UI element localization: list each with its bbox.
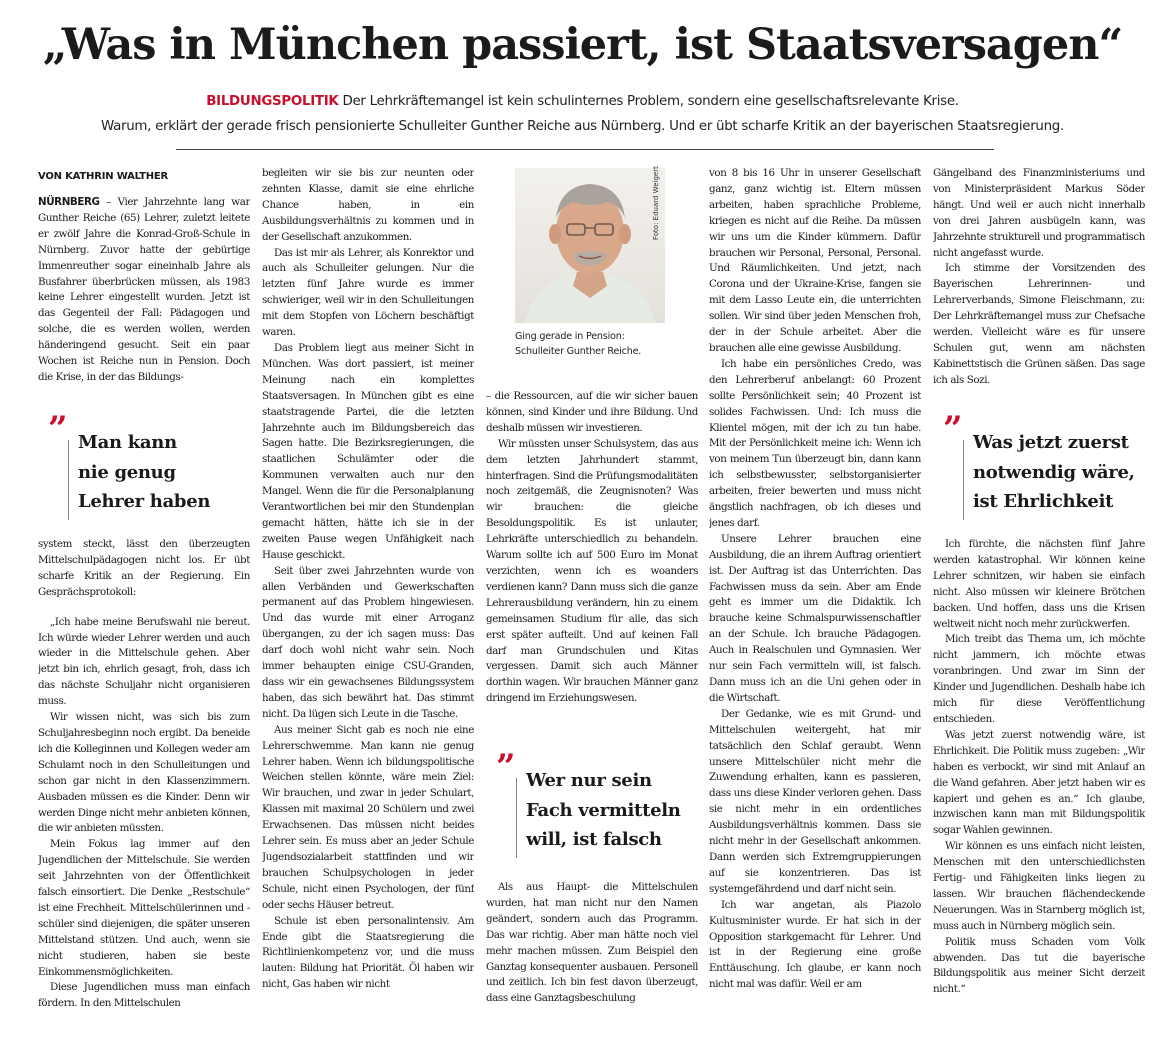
- byline: VON KATHRIN WALTHER: [38, 171, 169, 182]
- quote-mark-icon: ”: [48, 409, 68, 449]
- paragraph: Ich habe ein persönliches Credo, was den Lehrerberuf anbelangt: 60 Prozent sollte Persönlichkeit sein; 40 Prozent ist solides Fachwissen. Und: Ich muss die Klientel mögen, mit der ich zu tun habe. Mit der Persönlichkeit meine ich: Wenn ich von meinem Tun überzeugt bin, dann kann ich selbstbewusster, selbstorganisierter arbeiten, freier bewerten und muss nicht ängstlich nachfragen, ob ich dieses und jenes darf.: [709, 357, 921, 529]
- column-4: [709, 166, 921, 1060]
- section-kicker: BILDUNGSPOLITIK: [206, 94, 339, 109]
- pull-quote-text: [78, 428, 210, 517]
- paragraph: Gängelband des Finanzministeriums und von Ministerpräsident Markus Söder hängt. Und weil er auch nicht innerhalb von drei Jahren ausbügeln kann, was Jahrzehnte strukturell und programmatisch nicht angefasst wurde.: [933, 167, 1145, 259]
- paragraph: – die Ressourcen, auf die wir sicher bauen können, sind Kinder und ihre Bildung. Und deshalb müssen wir investieren.: [486, 390, 698, 434]
- dateline: NÜRNBERG: [38, 196, 100, 208]
- teaser-text-1: Der Lehrkräftemangel ist kein schulinternes Problem, sondern eine gesellschaftsrelevante Krise.: [342, 94, 959, 109]
- paragraph: Diese Jugendlichen muss man einfach fördern. In den Mittelschulen: [38, 981, 250, 1010]
- quote-bar: [963, 440, 964, 520]
- paragraph: Was jetzt zuerst notwendig wäre, ist Ehrlichkeit. Die Politik muss zugeben: „Wir haben es verbockt, wir sind mit Anlauf an die Wand gefahren. Aber jetzt haben wir es kapiert und gehen es an.“ Ich glaube, inzwischen kann man mit Bildungspolitik sogar Wahlen gewinnen.: [933, 728, 1145, 837]
- pull-quote-line: Lehrer haben: [78, 491, 211, 512]
- portrait-photo: [515, 168, 665, 323]
- quote-mark-icon: ”: [496, 747, 516, 787]
- paragraph: Der Gedanke, wie es mit Grund- und Mittelschulen weitergeht, hat mir tatsächlich den Schlaf geraubt. Wenn unsere Mittelschüler nicht mehr die Zuwendung erhalten, kann es passieren, dass uns diese Kinder verloren gehen. Dass sie nicht mehr in ein ordentliches Ausbildungsverhältnis kommen. Dass sie nicht mehr in der Gesellschaft ankommen. Dann werden sich Extremgruppierungen auf sie konzentrieren. Das ist systemgefährdend und darf nicht sein.: [709, 707, 921, 895]
- paragraph: Seit über zwei Jahrzehnten wurde von allen Verbänden und Gewerkschaften permanent auf das Problem hingewiesen. Und das wurde mit einer Arroganz übergangen, zu der ich sagen muss: Das darf doch wohl nicht wahr sein. Noch immer behaupten einige CSU-Granden, dass wir ein gewachsenes Bildungssystem haben, das sich bewährt hat. Das stimmt nicht. Da lügen sich Leute in die Tasche.: [262, 564, 474, 720]
- pull-quote-line: Wer nur sein: [526, 770, 652, 791]
- portrait-illustration: [515, 168, 665, 323]
- paragraph: Politik muss Schaden vom Volk abwenden. Das tut die bayerische Bildungspolitik aus meiner Sicht derzeit nicht.“: [933, 935, 1145, 996]
- pull-quote-line: Man kann: [78, 432, 177, 453]
- paragraph: [38, 195, 250, 386]
- column-3-bottom: [486, 880, 698, 1060]
- headline: „Was in München passiert, ist Staatsversagen“: [42, 20, 1123, 70]
- paragraph: Das ist mir als Lehrer, als Konrektor und auch als Schulleiter gelungen. Nur die letzten fünf Jahre wurde es immer schwieriger, weil wir in den Schulleitungen mit dem Stopfen von Löchern beschäftigt waren.: [262, 246, 474, 339]
- paragraph: Das Problem liegt aus meiner Sicht in München. Was dort passiert, ist meiner Meinung nach ein komplettes Staatsversagen. In München gibt es eine staatstragende Partei, die die letzten Jahrzehnte auch im Bildungsbereich das Sagen hatte. Die Bezirksregierungen, die staatlichen Schulämter oder die Kommunen verwalten auch nur den Mangel. Wenn die für die Personalplanung Verantwortlichen bei mir den Stundenplan gemacht hätten, hätte ich sie in der zweiten Pause wegen Unfähigkeit nach Hause geschickt.: [262, 341, 474, 561]
- paragraph: Mein Fokus lag immer auf den Jugendlichen der Mittelschule. Sie werden seit Jahrzehnten von der Öffentlichkeit falsch einsortiert. Die Denke „Restschule“ ist eine Frechheit. Mittelschülerinnen und -schüler sind diejenigen, die später unseren Mittelstand stützen. Und auch, wenn sie nicht studieren, haben sie beste Einkommensmöglichkeiten.: [38, 838, 250, 978]
- paragraph: Ich fürchte, die nächsten fünf Jahre werden katastrophal. Wir können keine Lehrer schnitzen, wir haben sie einfach nicht. Also müssen wir kleinere Brötchen backen. Und hoffen, dass uns die Krisen weltweit nicht noch mehr zurückwerfen.: [933, 538, 1145, 630]
- paragraph: Mich treibt das Thema um, ich möchte nicht jammern, ich möchte etwas voranbringen. Und zwar im Sinn der Kinder und Jugendlichen. Deshalb habe ich mich für diese Veröffentlichung entschieden.: [933, 633, 1145, 725]
- pull-quote-line: notwendig wäre,: [973, 461, 1135, 483]
- teaser-line-2: Warum, erklärt der gerade frisch pensionierte Schulleiter Gunther Reiche aus Nürnberg. Und er übt scharfe Kritik an der bayerischen Staatsregierung.: [101, 119, 1064, 134]
- paragraph: Aus meiner Sicht gab es noch nie eine Lehrerschwemme. Man kann nie genug Lehrer haben. Wenn ich bildungspolitische Weichen stellen könnte, wäre mein Ziel: Wir brauchen, und zwar in jeder Schulart, Klassen mit maximal 20 Schülern und zwei Erwachsenen. Das müssen nicht beides Lehrer sein. Es muss aber an jeder Schule Jugendsozialarbeit stattfinden und wir brauchen Schulpsychologen in jeder Schule, nicht einen Psychologen, der fünf oder sechs Häuser betreut.: [262, 723, 474, 911]
- quote-mark-icon: ”: [943, 409, 963, 449]
- quote-bar: [516, 778, 517, 858]
- paragraph: Unsere Lehrer brauchen eine Ausbildung, die an ihrem Auftrag orientiert ist. Der Auftrag ist das Unterrichten. Das Fachwissen muss da sein. Aber am Ende geht es immer um die Didaktik. Ich brauche keine Schmalspurwissenschaftler an der Schule. Ich brauche Pädagogen. Auch in Realschulen und Gymnasien. Wer nur sein Fach vermitteln will, ist falsch. Dann muss ich an die Uni gehen oder in die Wirtschaft.: [709, 532, 921, 704]
- quote-bar: [68, 440, 69, 520]
- pull-quote-line: nie genug: [78, 461, 176, 483]
- paragraph: Als aus Haupt- die Mittelschulen wurden, hat man nicht nur den Namen geändert, sondern auch das Programm. Das war richtig. Aber man hätte noch viel mehr machen müssen. Zum Beispiel den Ganztag konsequenter ausbauen. Personell und zeitlich. Ich bin fest davon überzeugt, dass eine Ganztagsbeschulung: [486, 881, 698, 1005]
- header-divider: [176, 149, 994, 150]
- column-3-top: [486, 389, 698, 731]
- paragraph: Ich war angetan, als Piazolo Kultusminister wurde. Er hat sich in der Opposition starkgemacht für Lehrer. Und ist in der Regierung eine große Enttäuschung. Ich glaube, er kann noch nicht mal was dafür. Weil er am: [709, 898, 921, 991]
- paragraph: Wir müssten unser Schulsystem, das aus dem letzten Jahrhundert stammt, hinterfragen. Sind die Prüfungsmodalitäten noch zeitgemäß, die Zeugnisnoten? Was wir brauchen: die gleiche Besoldungspolitik. Es ist unlauter, Lehrkräfte unterschiedlich zu behandeln. Warum sollte ich auf 500 Euro im Monat verzichten, wenn ich es woanders verdienen kann? Dann muss sich die ganze Lehrerausbildung verändern, hin zu einem gemeinsamen Studium für alle, das sich erst später aufteilt. Und auf keinen Fall darf man Grundschulen und Kitas vergessen. Damit sich auch Männer dorthin wagen. Wir brauchen Männer ganz dringend im Erziehungswesen.: [486, 437, 698, 705]
- column-2: [262, 166, 474, 1060]
- paragraph: Wir können es uns einfach nicht leisten, Menschen mit den unterschiedlichsten Fertig- und Fähigkeiten links liegen zu lassen. Wir brauchen flächendeckende Neuerungen. Was in Starnberg möglich ist, muss auch in Nürnberg möglich sein.: [933, 840, 1145, 932]
- pull-quote-line: ist Ehrlichkeit: [973, 491, 1114, 512]
- paragraph: begleiten wir sie bis zur neunten oder zehnten Klasse, damit sie eine ehrliche Chance haben, in ein Ausbildungsverhältnis zu kommen und in der Gesellschaft anzukommen.: [262, 167, 474, 243]
- pull-quote-line: Was jetzt zuerst: [973, 432, 1129, 453]
- paragraph: „Ich habe meine Berufswahl nie bereut. Ich würde wieder Lehrer werden und auch wieder in die Mittelschule gehen. Aber jetzt bin ich, ehrlich gesagt, froh, dass ich das nächste Schuljahr nicht organisieren muss.: [38, 615, 250, 708]
- paragraph: von 8 bis 16 Uhr in unserer Gesellschaft ganz, ganz wichtig ist. Eltern müssen arbeiten, haben sprachliche Probleme, kriegen es nicht auf die Reihe. Da müssen wir uns um die Kinder kümmern. Dafür brauchen wir Personal, Personal, Personal. Und Räumlichkeiten. Und jetzt, nach Corona und der Ukraine-Krise, fangen sie mit dem Lasso Leute ein, die unterrichten sollen. Wir sind über jeden Menschen froh, der in der Schule arbeitet. Aber die brauchen alle eine gewisse Ausbildung.: [709, 167, 921, 354]
- pull-quote-line: Fach vermitteln: [526, 799, 681, 821]
- pull-quote-3: [943, 409, 1153, 520]
- teaser-line-1: [0, 90, 1165, 114]
- column-5-top: [933, 166, 1145, 398]
- pull-quote-2: [496, 747, 706, 858]
- column-1-bottom: [38, 537, 250, 1057]
- column-5-bottom: [933, 537, 1145, 1060]
- pull-quote-1: [48, 409, 258, 520]
- paragraph: system steckt, lässt den überzeugten Mittelschulpädagogen nicht los. Er übt scharfe Kritik an der Regierung. Ein Gesprächsprotokoll:: [38, 538, 250, 598]
- paragraph-text: – Vier Jahrzehnte lang war Gunther Reiche (65) Lehrer, zuletzt leitete er zwölf Jahre die Konrad-Groß-Schule in Nürnberg. Zuvor hatte der gebürtige Immenreuther sogar eineinhalb Jahre als Busfahrer überbrücken müssen, als 1983 keine Lehrer eingestellt wurden. Jetzt ist das Gegenteil der Fall: Pädagogen und solche, die es werden wollen, werden händeringend gesucht. Seit ein paar Wochen ist Reiche nun in Pension. Doch die Krise, in der das Bildungs-: [38, 196, 250, 383]
- pull-quote-line: will, ist falsch: [526, 829, 662, 850]
- paragraph: Wir wissen nicht, was sich bis zum Schuljahresbeginn noch ergibt. Da beneide ich die Kolleginnen und Kollegen weder am Schulamt noch in den Schulleitungen und schon gar nicht in den Klassenzimmern. Ausbaden müssen es die Kinder. Denn wir werden Dinge nicht mehr anbieten können, die wir anbieten müssten.: [38, 711, 250, 835]
- photo-caption: Ging gerade in Pension: Schulleiter Gunther Reiche.: [515, 331, 642, 357]
- photo-credit: Foto: Eduard Weigert: [652, 166, 660, 240]
- pull-quote-text: [973, 428, 1135, 517]
- column-1-top: [38, 195, 250, 403]
- pull-quote-text: [526, 766, 681, 855]
- paragraph: Ich stimme der Vorsitzenden des Bayerischen Lehrerinnen- und Lehrerverbands, Simone Fleischmann, zu: Der Lehrkräftemangel muss zur Chefsache werden. Vielleicht wäre es für unsere Schulen gut, wenn am nächsten Kabinettstisch die Grünen säßen. Das sage ich als Sozi.: [933, 262, 1145, 386]
- paragraph: Schule ist eben personalintensiv. Am Ende gibt die Staatsregierung die Richtlinienkompetenz vor, und die muss lauten: Bildung hat Priorität. Öl haben wir nicht, Gas haben wir nicht: [262, 914, 474, 991]
